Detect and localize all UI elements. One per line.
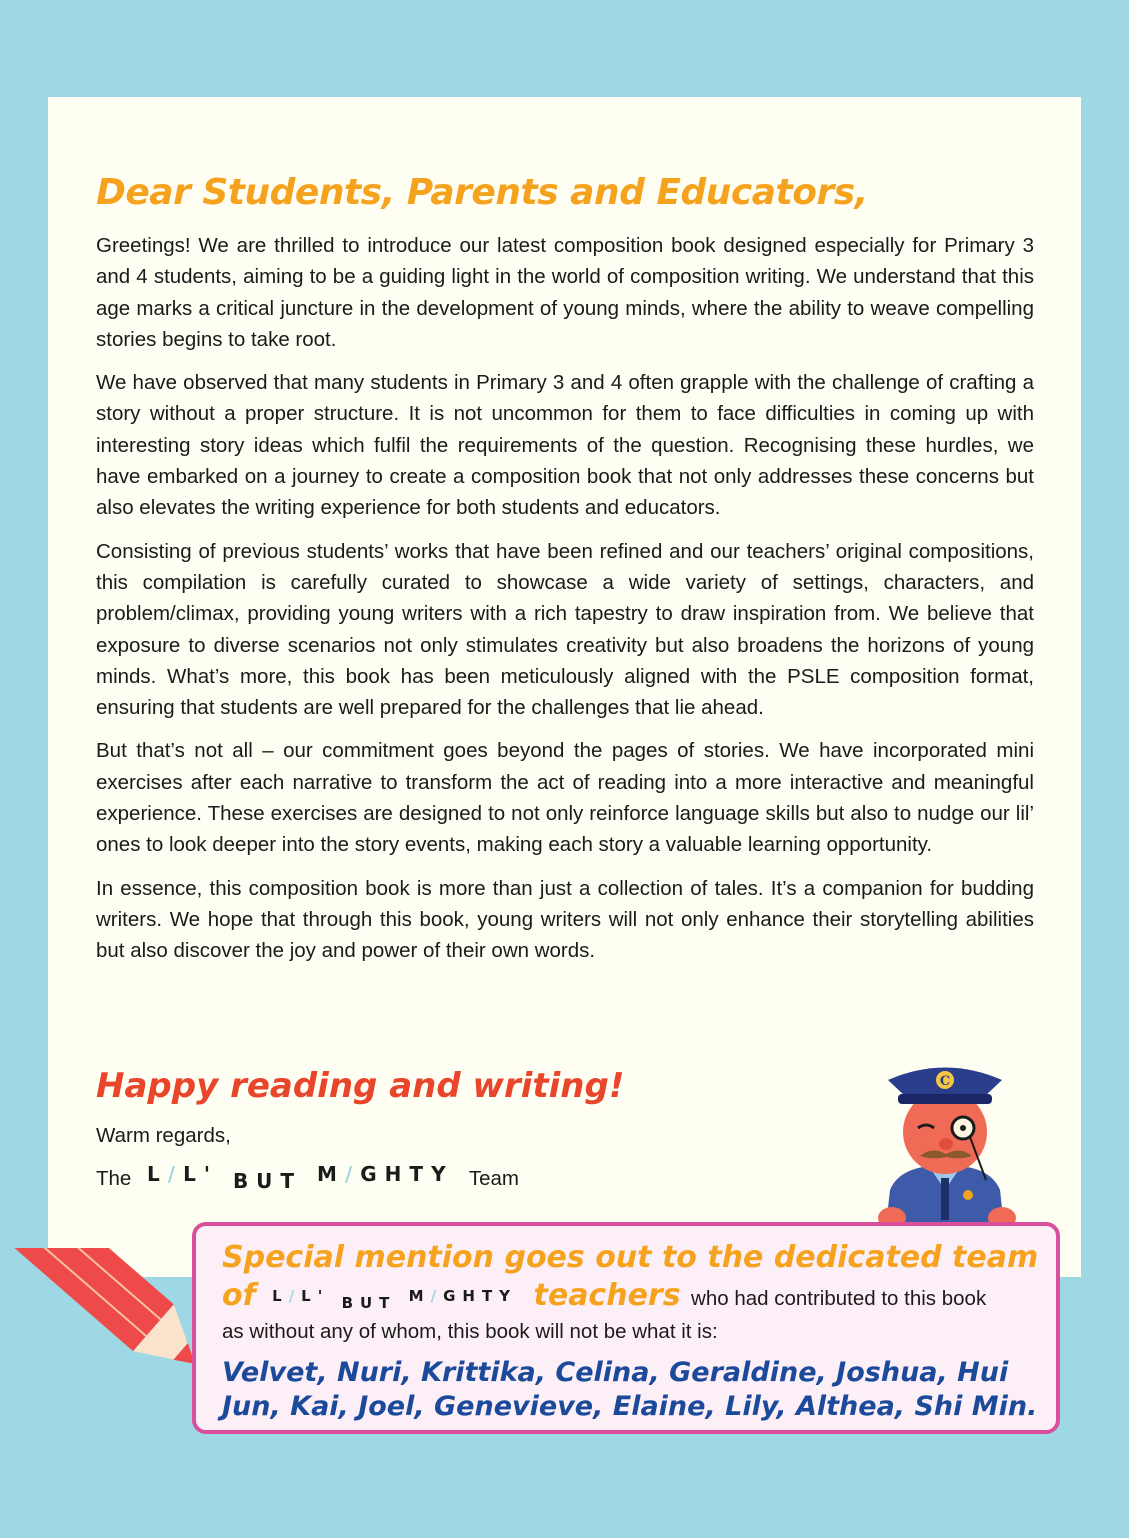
signoff-suffix: Team <box>468 1167 520 1190</box>
mascot-nose <box>939 1138 953 1150</box>
pencil-illustration <box>0 1248 215 1538</box>
police-mascot-illustration <box>860 1060 1030 1235</box>
paragraph-essence: In essence, this composition book is more than just a collection of tales. It’s a companion for budding writers. We hope that through this book, young writers will not only enhance their storytelling abilities but also discover the joy and power of their own words. <box>96 876 1034 963</box>
mention-of: of <box>222 1278 256 1313</box>
paragraph-exercises: But that’s not all – our commitment goes beyond the pages of stories. We have incorporated mini exercises after each narrative to transform the act of reading into a more interactive and meaningful experience. These exercises are designed to not only reinforce language skills but also to nudge our lil’ ones to look deeper into the story events, making each story a valuable learning opportunity. <box>96 739 1034 857</box>
regards-text: Warm regards, <box>96 1124 231 1147</box>
mascot-eye <box>960 1125 966 1131</box>
mention-teachers: teachers <box>533 1278 681 1313</box>
mention-text-after: who had contributed to this book <box>691 1287 987 1310</box>
mascot-cap-brim <box>898 1094 992 1104</box>
brand-logo: L/L' BUT M/GHTY <box>147 1162 454 1193</box>
mascot-badge <box>963 1190 973 1200</box>
mention-title: Special mention goes out to the dedicated team <box>222 1240 1039 1275</box>
signoff-prefix: The <box>96 1167 132 1190</box>
mention-text-line2: as without any of whom, this book will not be what it is: <box>222 1320 718 1343</box>
special-mention-box <box>192 1222 1060 1434</box>
mascot-tie <box>941 1178 949 1220</box>
letter-heading: Dear Students, Parents and Educators, <box>96 172 868 213</box>
teacher-names: Velvet, Nuri, Krittika, Celina, Geraldine, Joshua, Hui Jun, Kai, Joel, Genevieve, Elaine, Lily, Althea, Shi Min. <box>222 1357 1038 1422</box>
mascot-cap-letter: C <box>939 1074 951 1089</box>
closing-headline: Happy reading and writing! <box>96 1066 625 1106</box>
paragraph-greetings: Greetings! We are thrilled to introduce our latest composition book designed especially for Primary 3 and 4 students, aiming to be a guiding light in the world of composition writing. We understand that this age marks a critical juncture in the development of young minds, where the ability to weave compelling stories begins to take root. <box>96 234 1034 351</box>
signoff <box>96 1162 520 1193</box>
paragraph-compilation: Consisting of previous students’ works that have been refined and our teachers’ original compositions, this compilation is carefully curated to showcase a wide variety of settings, characters, and problem/climax, providing young writers with a rich tapestry to draw inspiration from. We believe that exposure to diverse scenarios not only stimulates creativity but also broadens the horizons of young minds. What’s more, this book has been meticulously aligned with the PSLE composition format, ensuring that students are well prepared for the challenges that lie ahead. <box>96 539 1034 720</box>
paragraph-observation: We have observed that many students in Primary 3 and 4 often grapple with the challenge of crafting a story without a proper structure. It is not uncommon for them to face difficulties in coming up with interesting story ideas which fulfil the requirements of the question. Recognising these hurdles, we have embarked on a journey to create a composition book that not only addresses these concerns but also elevates the writing experience for both students and educators. <box>96 371 1034 520</box>
letter-body <box>96 230 1034 979</box>
brand-logo-small: L/L' BUT M/GHTY <box>272 1287 518 1312</box>
mention-title-line2 <box>222 1278 986 1318</box>
